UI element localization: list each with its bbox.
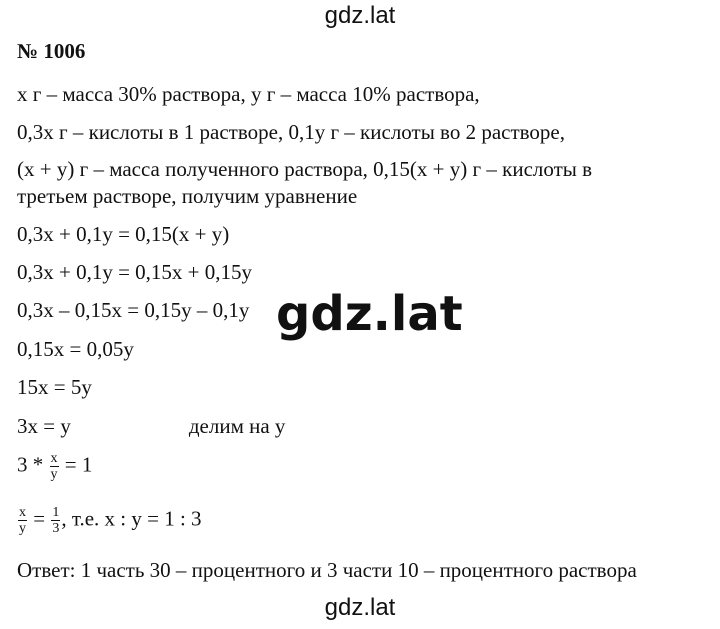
text-line-3: (х + у) г – масса полученного раствора, 0,15(х + у) г – кислоты в xyxy=(17,157,593,181)
watermark-bottom: gdz.lat xyxy=(324,594,396,621)
equation-divide: 3х = у xyxy=(17,414,71,438)
ratio-rhs-denominator: 3 xyxy=(52,521,60,536)
ratio-suffix: , т.е. х : у = 1 : 3 xyxy=(61,506,202,531)
equation-line-6 xyxy=(17,413,285,439)
ratio-rhs-numerator: 1 xyxy=(52,505,60,520)
equation-line-7 xyxy=(17,451,92,482)
fraction-x-over-y xyxy=(50,451,59,482)
ratio-equals: = xyxy=(33,506,46,531)
equation-line-5: 15х = 5у xyxy=(17,375,92,399)
equation-line-8 xyxy=(17,505,202,536)
watermark-top: gdz.lat xyxy=(324,2,396,29)
equation-line-2: 0,3х + 0,1у = 0,15х + 0,15у xyxy=(17,260,253,284)
answer-line: Ответ: 1 часть 30 – процентного и 3 части 10 – процентного раствора xyxy=(17,558,637,582)
divide-note: делим на у xyxy=(188,414,286,438)
ratio-lhs-denominator: y xyxy=(19,521,26,536)
ratio-lhs-numerator: x xyxy=(19,505,26,520)
text-line-1: х г – масса 30% раствора, у г – масса 10% раствора, xyxy=(17,82,480,106)
fraction-suffix: = 1 xyxy=(64,452,93,477)
text-line-2: 0,3х г – кислоты в 1 растворе, 0,1у г – кислоты во 2 растворе, xyxy=(17,120,565,144)
equation-line-3: 0,3х – 0,15х = 0,15у – 0,1у xyxy=(17,298,250,322)
fraction-numerator: x xyxy=(50,451,58,466)
equation-line-1: 0,3х + 0,1у = 0,15(х + у) xyxy=(17,222,230,246)
fraction-denominator: y xyxy=(50,467,58,482)
ratio-lhs-fraction xyxy=(18,505,27,536)
equation-line-4: 0,15х = 0,05у xyxy=(17,337,134,361)
watermark-center: gdz.lat xyxy=(272,290,467,338)
ratio-rhs-fraction xyxy=(51,505,60,536)
text-line-4: третьем растворе, получим уравнение xyxy=(17,184,358,208)
problem-number: № 1006 xyxy=(17,39,86,63)
fraction-prefix: 3 * xyxy=(17,452,44,477)
